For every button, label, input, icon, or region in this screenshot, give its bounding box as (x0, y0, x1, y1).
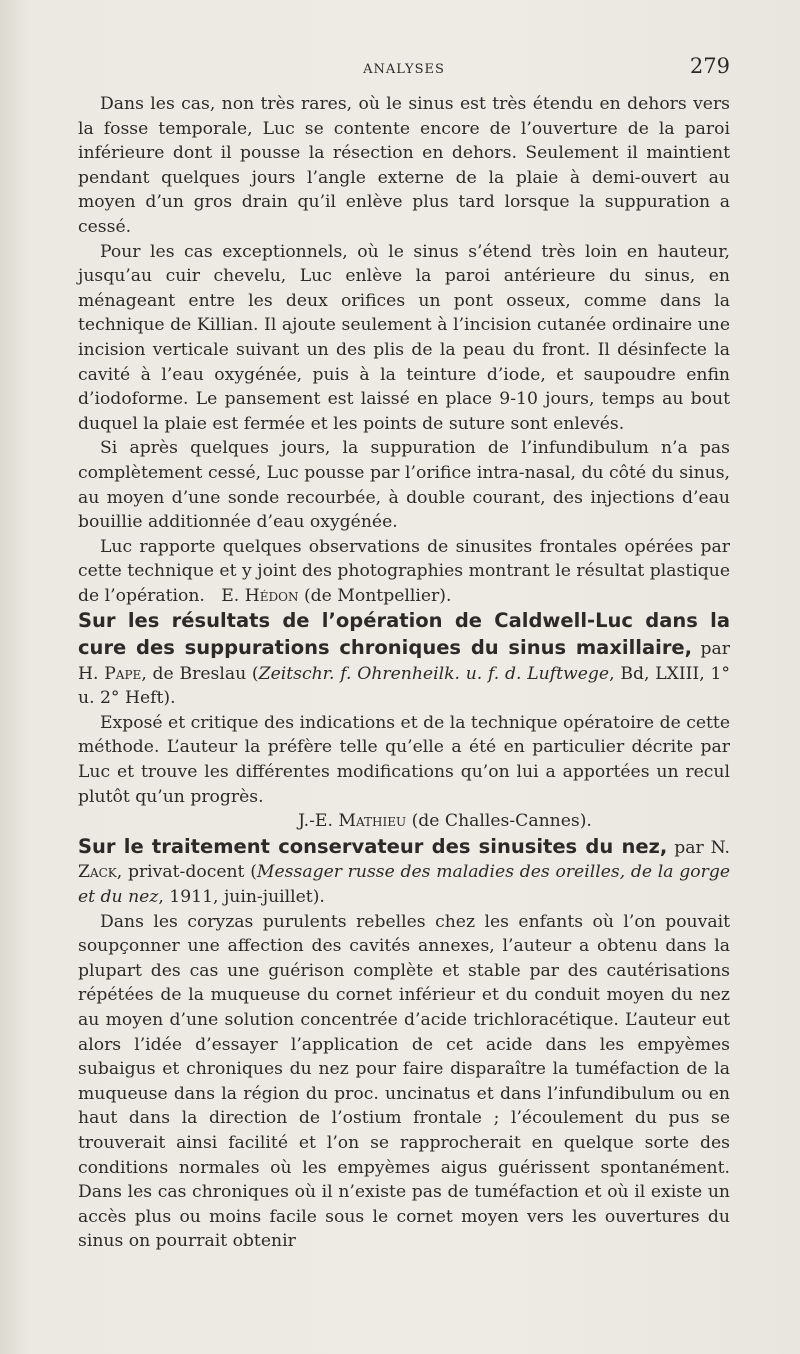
article-3-text: Dans les coryzas purulents rebelles chez les enfants où l’on pouvait soupçonner une affection des cavités annexes, l’auteur a obtenu dans la plupart des cas une guérison complète et stable par des cautérisations répétées de la muqueuse du cornet inférieur et du conduit moyen du nez au moyen d’une solution concentrée d’acide trichloracétique. L’auteur eut alors l’idée d’essayer l’application de cet acide dans les empyèmes subaigus et chroniques du nez pour faire disparaître la tuméfaction de la muqueuse dans la région du proc. uncinatus et dans l’infundibulum ou en haut dans la direction de l’ostium frontale ; l’écoulement du pus se trouverait ainsi facilité et l’on se rapprocherait en quelque sorte des conditions normales où les empyèmes aigus guérissent spontanément. Dans les cas chroniques où il n’existe pas de tuméfaction et où il existe un accès plus ou moins facile sous le cornet moyen vers les ouvertures du sinus on pourrait obtenir (78, 911, 730, 1252)
paragraph-4 (78, 535, 730, 609)
article-2-origin: , de Breslau ( (141, 663, 259, 684)
signature-place: (de Challes-Cannes). (411, 811, 592, 832)
signature-place: (de Montpellier). (303, 585, 452, 606)
paragraph-1: Dans les cas, non très rares, où le sinus est très étendu en dehors vers la fosse temporale, Luc se contente encore de l’ouverture de la paroi inférieure dont il pousse la résection en dehors. Seulement il maintient pendant quelques jours l’angle externe de la plaie à demi-ouvert au moyen d’un gros drain qu’il enlève plus tard lorsque la suppuration a cessé. (78, 94, 730, 237)
article-3-by: par N. (674, 837, 730, 858)
article-2-signature (78, 809, 730, 834)
signature-initial: E. (221, 585, 240, 606)
article-2-by: par H. (78, 639, 730, 684)
article-2-title: Sur les résultats de l’opération de Caldwell-Luc dans la cure des suppurations chroniques du sinus maxillaire, (78, 609, 730, 660)
article-3-title: Sur le traitement conservateur des sinusites du nez, (78, 834, 668, 858)
article-2-text: Exposé et critique des indications et de la technique opératoire de cette méthode. L’auteur la préfère telle qu’elle a été en particulier décrite par Luc et trouve les différentes modifications qu’on lui a apportées un recul plutôt qu’un progrès. (78, 712, 730, 807)
article-3-role: , privat-docent ( (116, 862, 257, 883)
page-number: 279 (689, 54, 730, 78)
running-head (78, 54, 730, 84)
signature-initial: J.-E. (298, 811, 333, 832)
signature-name: Mathieu (338, 811, 407, 832)
running-title: ANALYSES (363, 62, 445, 77)
article-2-volume: , Bd, LXIII, 1° u. 2° Heft). (78, 663, 730, 709)
article-3-date: , 1911, juin-juillet). (158, 887, 325, 907)
article-3-heading (78, 834, 730, 910)
article-3-journal: Messager russe des maladies des oreilles, de la gorge et du nez (78, 862, 730, 907)
paragraph-2: Pour les cas exceptionnels, où le sinus s’étend très loin en hauteur, jusqu’au cuir chevelu, Luc enlève la paroi antérieure du sinus, en ménageant entre les deux orifices un pont osseux, comme dans la technique de Killian. Il ajoute seulement à l’incision cutanée ordinaire une incision verticale suivant un des plis de la peau du front. Il désinfecte la cavité à l’eau oxygénée, puis à la teinture d’iode, et saupoudre enfin d’iodoforme. Le pansement est laissé en place 9-10 jours, temps au bout duquel la plaie est fermée et les points de suture sont enlevés. (78, 241, 730, 434)
article-2-journal: Zeitschr. f. Ohrenheilk. u. f. d. Luftwege (258, 663, 610, 684)
article-3-author: Zack (78, 862, 117, 883)
paragraph-3: Si après quelques jours, la suppuration de l’infundibulum n’a pas complètement cessé, Luc pousse par l’orifice intra-nasal, du côté du sinus, au moyen d’une sonde recourbée, à double courant, des injections d’eau bouillie additionnée d’eau oxygénée. (78, 438, 730, 533)
article-2-author: Pape (104, 663, 142, 684)
paragraph-4-text: Luc rapporte quelques observations de sinusites frontales opérées par cette technique et y joint des photographies montrant le résultat plastique de l’opération. (78, 536, 730, 606)
article-2-heading (78, 608, 730, 710)
signature-name: Hédon (244, 585, 299, 606)
